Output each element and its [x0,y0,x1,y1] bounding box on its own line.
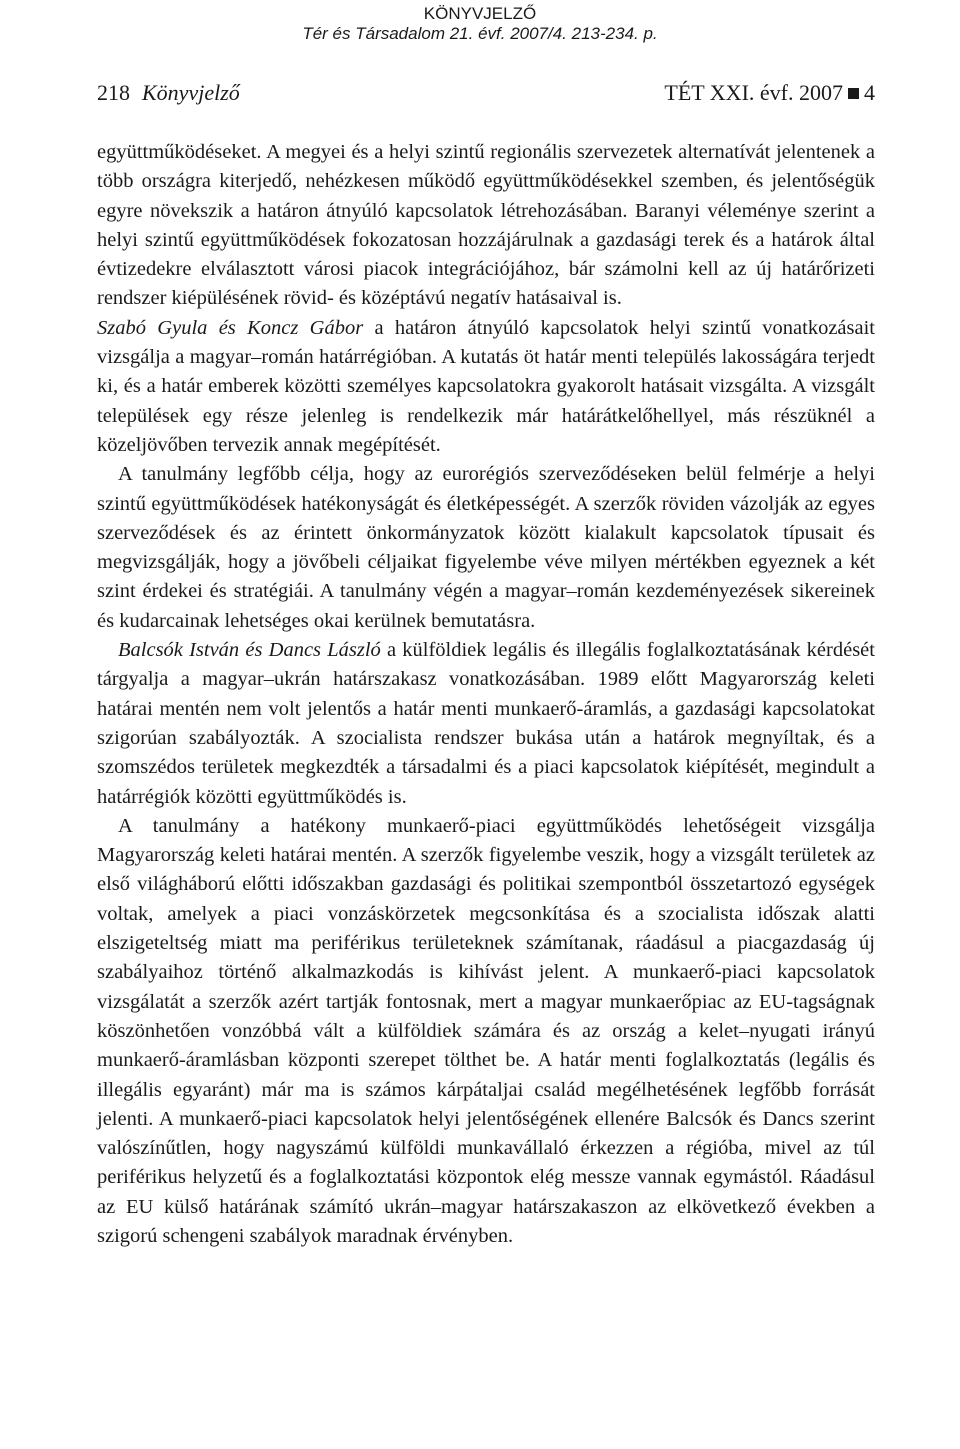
section-title: Könyvjelző [142,80,240,105]
paragraph-text: együttműködéseket. A megyei és a helyi szintű regionális szervezetek alternatívát jelentenek a több országra kiterjedő, nehézkesen működő együttműködésekkel szemben, és jelentőségük egyre növekszik a határon átnyúló kapcsolatok létrehozásában. Baranyi véleménye szerint a helyi szintű együttműködések fokozatosan hozzájárulnak a gazdasági terek és a határok által évtizedekre elválasztott városi piacok integrációjához, bár számolni kell az új határőrizeti rendszer kiépülésének rövid- és középtávú negatív hatásaival is. [97,141,875,310]
paragraph-3 [97,460,875,636]
issue-number: 4 [864,80,875,105]
paragraph-text: a határon átnyúló kapcsolatok helyi szintű vonatkozásait vizsgálja a magyar–román határrégióban. A kutatás öt határ menti település lakosságára terjedt ki, és a határ emberek közötti személyes kapcsolatokra gyakorolt hatásait vizsgálta. A vizsgált települések egy része jelenleg is rendelkezik már határátkelőhellyel, más részüknél a közeljövőben tervezik annak megépítését. [97,316,875,456]
body-text [97,138,875,1251]
page-number: 218 [97,80,130,105]
author-names: Balcsók István és Dancs László [118,639,381,662]
paragraph-text: A tanulmány a hatékony munkaerő-piaci együttműködés lehetőségeit vizsgálja Magyarország keleti határai mentén. A szerzők figyelembe veszik, hogy a vizsgált területek az első világháború előtti időszakban gazdasági és politikai szempontból összetartozó egységek voltak, amelyek a piaci vonzáskörzetek megcsonkítása és a szocialista időszak alatti elszigeteltség miatt ma periférikus területeknek számítanak, ráadásul a piacgazdaság új szabályaihoz történő alkalmazkodás is kihívást jelent. A munkaerő-piaci kapcsolatok vizsgálatát a szerzők azért tartják fontosnak, mert a magyar munkaerőpiac az EU-tagságnak köszönhetően vonzóbbá vált a külföldiek számára és az ország a kelet–nyugati irányú munkaerő-áramlásban központi szerepet tölthet be. A határ menti foglalkoztatás (legális és illegális egyaránt) már ma is számos kárpátaljai család megélhetésének legfőbb forrását jelenti. A munkaerő-piaci kapcsolatok helyi jelentőségének ellenére Balcsók és Dancs szerint valószínűtlen, hogy nagyszámú külföldi munkavállaló érkezzen a régióba, mivel az túl periférikus helyzetű és a foglalkoztatási központok elég messze vannak egymástól. Ráadásul az EU külső határának számító ukrán–magyar határszakaszon az elkövetkező években a szigorú schengeni szabályok maradnak érvényben. [97,814,875,1247]
paragraph-5 [97,812,875,1251]
section-label: KÖNYVJELZŐ [423,4,537,23]
running-head-right [664,80,875,106]
citation-line: Tér és Társadalom 21. évf. 2007/4. 213-234. p. [302,24,658,43]
paragraph-1 [97,138,875,314]
paragraph-text: a külföldiek legális és illegális foglalkoztatásának kérdését tárgyalja a magyar–ukrán határszakasz vonatkozásában. 1989 előtt Magyarország keleti határai mentén nem volt jelentős a határ menti munkaerő-áramlás, a gazdasági kapcsolatokat szigorúan szabályozták. A szocialista rendszer bukása után a határok megnyíltak, és a szomszédos területek megkezdték a társadalmi és a piaci kapcsolatok kiépítését, megindult a határrégiók közötti együttműködés is. [97,639,875,808]
paragraph-text: A tanulmány legfőbb célja, hogy az eurorégiós szerveződéseken belül felmérje a helyi szintű együttműködések hatékonyságát és életképességét. A szerzők röviden vázolják az egyes szerveződések és az érintett önkormányzatok között kialakult kapcsolatok típusait és megvizsgálják, hogy a jövőbeli céljaikat figyelembe véve milyen mértékben egyeznek a két szint érdekei és stratégiái. A tanulmány végén a magyar–román kezdeményezések sikereinek és kudarcainak lehetséges okai kerülnek bemutatásra. [97,463,875,632]
author-names: Szabó Gyula és Koncz Gábor [97,316,364,339]
square-bullet-icon [848,88,859,99]
paragraph-4 [97,636,875,812]
running-head-left [97,80,240,106]
journal-issue: TÉT XXI. évf. 2007 [664,80,843,105]
paragraph-2 [97,314,875,460]
